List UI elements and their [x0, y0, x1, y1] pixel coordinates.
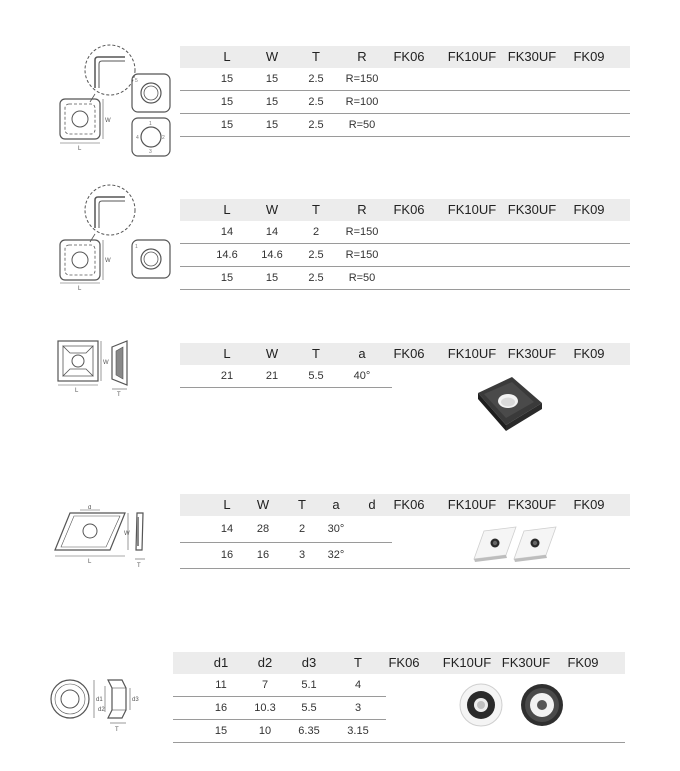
dim-w-label: W: [105, 258, 111, 264]
dim-t-label: T: [117, 392, 121, 398]
dim-w-label: W: [103, 360, 109, 366]
cell: 15: [265, 73, 279, 85]
dim-l-label: L: [75, 388, 79, 394]
table-row: [180, 544, 630, 566]
header-cell: d2: [257, 655, 273, 670]
cell: 4: [354, 679, 362, 691]
cell: 30°: [327, 523, 345, 535]
header-cell: W: [265, 346, 279, 361]
table-row: [180, 68, 630, 90]
cell: 40°: [353, 370, 371, 382]
header-cell: T: [312, 49, 320, 64]
header-cell: a: [332, 497, 340, 512]
table-row: [180, 365, 630, 387]
header-cell: FK30UF: [507, 49, 557, 64]
cell: 15: [220, 73, 234, 85]
header-cell: FK06: [393, 497, 425, 512]
cell: 3.15: [347, 725, 369, 737]
table-header: [173, 652, 625, 674]
header-cell: T: [312, 202, 320, 217]
cell: 14.6: [216, 249, 238, 261]
cell: 14.6: [261, 249, 283, 261]
insert-section-5: [0, 645, 680, 745]
dim-l-label: L: [88, 559, 92, 565]
header-cell: FK30UF: [507, 202, 557, 217]
header-cell: FK06: [388, 655, 420, 670]
dim-t-label: T: [115, 727, 119, 733]
svg-text:3: 3: [149, 149, 152, 155]
cell: 15: [214, 725, 228, 737]
cell: [352, 544, 392, 566]
table-header: [180, 46, 630, 68]
insert-section-3: [0, 335, 680, 445]
round-insert-photos: [455, 681, 580, 729]
cell: 15: [220, 119, 234, 131]
header-cell: R: [357, 49, 367, 64]
row-rule: [173, 742, 625, 743]
header-cell: a: [358, 346, 366, 361]
table-row: [180, 244, 630, 266]
header-cell: FK06: [393, 49, 425, 64]
dim-w-label: W: [124, 531, 130, 537]
cell: 6.35: [298, 725, 320, 737]
row-rule: [180, 387, 392, 388]
table-header: [180, 343, 630, 365]
row-rule: [180, 542, 392, 543]
table-row: [180, 114, 630, 136]
dim-d1-label: d1: [96, 697, 103, 703]
header-cell: FK10UF: [447, 202, 497, 217]
cell: 15: [265, 272, 279, 284]
dim-d3-label: d3: [132, 697, 139, 703]
row-rule: [180, 289, 630, 290]
cell: [352, 518, 392, 540]
chamfer-insert-photo: [470, 373, 550, 435]
cell: R=150: [345, 226, 379, 238]
header-cell: d3: [301, 655, 317, 670]
svg-text:4: 4: [136, 135, 139, 141]
header-cell: L: [223, 346, 231, 361]
dim-d-label: d: [88, 505, 92, 511]
cell: 2: [298, 523, 306, 535]
header-cell: FK09: [573, 497, 605, 512]
table-row: [180, 221, 630, 243]
cell: 14: [265, 226, 279, 238]
header-cell: L: [223, 202, 231, 217]
header-cell: W: [265, 49, 279, 64]
cell: 21: [220, 370, 234, 382]
cell: 2.5: [308, 73, 324, 85]
header-cell: FK30UF: [501, 655, 551, 670]
dim-l-label: L: [78, 146, 82, 152]
table-header: [180, 199, 630, 221]
header-cell: d: [368, 497, 376, 512]
cell: 28: [256, 523, 270, 535]
square-insert-drawing-1: [55, 42, 180, 164]
header-cell: R: [357, 202, 367, 217]
insert-section-2: [0, 180, 680, 295]
dim-w-label: W: [105, 118, 111, 124]
insert-section-4: [0, 485, 680, 585]
header-cell: FK30UF: [507, 497, 557, 512]
cell: 16: [256, 549, 270, 561]
table-row: [180, 267, 630, 289]
cell: 15: [265, 119, 279, 131]
cell: R=150: [345, 249, 379, 261]
header-cell: FK06: [393, 202, 425, 217]
cell: 2.5: [308, 96, 324, 108]
cell: R=50: [348, 119, 376, 131]
chamfer-insert-drawing: [55, 337, 145, 399]
cell: 5.5: [308, 370, 324, 382]
square-insert-drawing-2: [55, 182, 180, 292]
cell: 3: [354, 702, 362, 714]
header-cell: FK09: [567, 655, 599, 670]
row-rule: [180, 568, 630, 569]
cell: 11: [215, 679, 227, 691]
header-cell: T: [298, 497, 306, 512]
header-cell: L: [223, 497, 231, 512]
cell: 15: [265, 96, 279, 108]
cell: 5.5: [301, 702, 317, 714]
svg-text:1: 1: [149, 121, 152, 127]
header-cell: T: [312, 346, 320, 361]
cell: 7: [261, 679, 269, 691]
header-cell: FK10UF: [442, 655, 492, 670]
cell: R=50: [348, 272, 376, 284]
header-cell: FK10UF: [447, 346, 497, 361]
cell: 15: [220, 96, 234, 108]
dim-d2-label: d2: [98, 707, 105, 713]
cell: 14: [220, 523, 234, 535]
diamond-insert-photos: [470, 523, 560, 565]
row-rule: [180, 136, 630, 137]
dim-l-label: L: [78, 286, 82, 292]
header-cell: FK09: [573, 49, 605, 64]
cell: 2.5: [308, 249, 324, 261]
cell: 2.5: [308, 272, 324, 284]
cell: 14: [220, 226, 234, 238]
header-cell: FK30UF: [507, 346, 557, 361]
cell: 3: [298, 549, 306, 561]
cell: 15: [220, 272, 234, 284]
header-cell: FK09: [573, 346, 605, 361]
svg-text:5: 5: [135, 78, 138, 84]
round-insert-drawing: [48, 675, 148, 737]
svg-text:2: 2: [162, 135, 165, 141]
cell: 10: [258, 725, 272, 737]
cell: 2: [312, 226, 320, 238]
header-cell: W: [256, 497, 270, 512]
insert-section-1: [0, 40, 680, 165]
header-cell: FK10UF: [447, 497, 497, 512]
header-cell: L: [223, 49, 231, 64]
header-cell: FK06: [393, 346, 425, 361]
cell: 32°: [327, 549, 345, 561]
table-header: [180, 494, 630, 516]
header-cell: FK10UF: [447, 49, 497, 64]
cell: 16: [220, 549, 234, 561]
cell: R=150: [345, 73, 379, 85]
dim-t-label: T: [137, 563, 141, 569]
diamond-insert-drawing: [50, 505, 150, 570]
header-cell: W: [265, 202, 279, 217]
table-row: [180, 91, 630, 113]
table-row: [180, 518, 630, 540]
cell: 16: [214, 702, 228, 714]
cell: 10.3: [254, 702, 276, 714]
header-cell: d1: [213, 655, 229, 670]
cell: 5.1: [301, 679, 317, 691]
cell: 2.5: [308, 119, 324, 131]
svg-text:1: 1: [135, 244, 138, 250]
header-cell: T: [354, 655, 362, 670]
cell: R=100: [345, 96, 379, 108]
header-cell: FK09: [573, 202, 605, 217]
cell: 21: [265, 370, 279, 382]
